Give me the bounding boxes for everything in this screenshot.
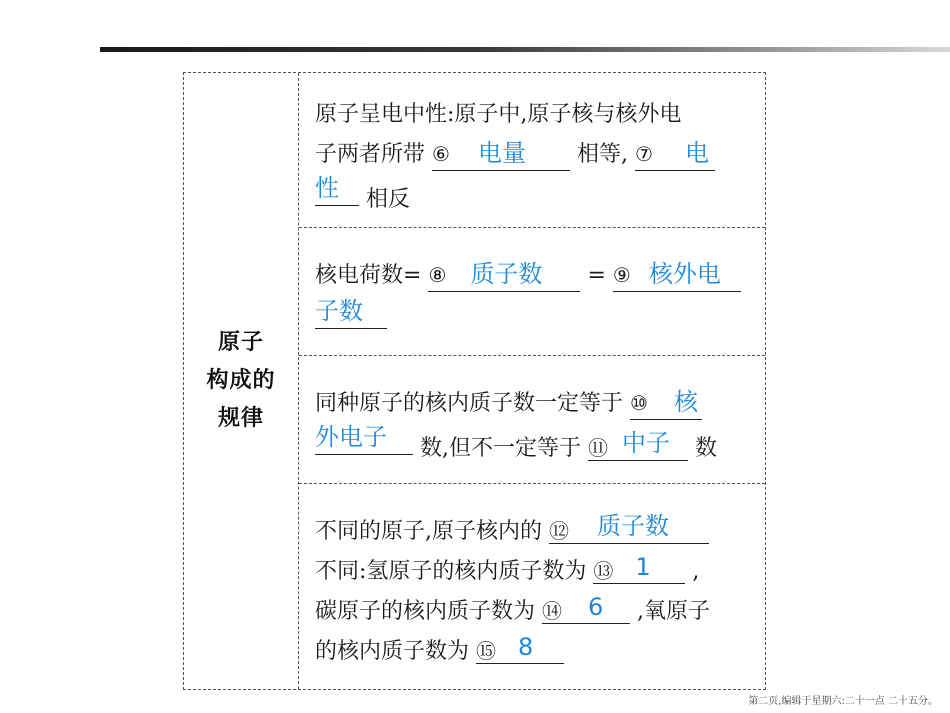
blank-7: ⑦ 电 <box>635 142 715 171</box>
text-line: 不同:氢原子的核内质子数为 ⑬ 1 , <box>315 553 700 584</box>
cell-electric-neutrality <box>299 73 765 228</box>
text-line: 不同的原子,原子核内的 ⑫ 质子数 <box>315 514 709 545</box>
heading-line-1: 原子 <box>217 330 264 355</box>
text-line: 外电子 数,但不一定等于 ⑪ 中子 数 <box>315 426 717 462</box>
cell-same-atom <box>299 356 765 484</box>
heading-line-2: 构成的 <box>206 368 276 393</box>
blank-14: ⑭ 6 <box>542 595 630 624</box>
text-line: 的核内质子数为 ⑮ 8 <box>315 634 564 665</box>
answer-9a: 核外电 <box>648 260 721 288</box>
blank-13: ⑬ 1 <box>593 555 685 584</box>
blank-10: ⑩ 核 <box>630 391 702 420</box>
top-divider-bar <box>100 47 950 52</box>
blank-9-cont <box>315 297 387 329</box>
text-line: 同种原子的核内质子数一定等于 ⑩ 核 <box>315 386 702 420</box>
answer-8: 质子数 <box>470 260 543 288</box>
text-line: 碳原子的核内质子数为 ⑭ 6 ,氧原子 <box>315 593 711 624</box>
blank-8: ⑧ 质子数 <box>428 263 580 292</box>
blank-7-cont <box>315 174 359 206</box>
rule-table <box>183 72 766 690</box>
answer-6: 电量 <box>478 139 527 167</box>
text-line: 原子呈电中性:原子中,原子核与核外电 <box>315 102 682 127</box>
blank-10-cont <box>315 423 413 455</box>
blank-9: ⑨ 核外电 <box>613 263 741 292</box>
answer-10b: 外电子 <box>315 423 387 451</box>
blank-15: ⑮ 8 <box>476 635 564 664</box>
row-heading <box>184 73 299 689</box>
blank-12: ⑫ 质子数 <box>549 515 709 544</box>
answer-7b: 性 <box>315 174 339 202</box>
page-footer: 第二页,编辑于星期六:二十一点 二十五分。 <box>748 696 938 707</box>
text-line: 性 相反 <box>315 177 410 213</box>
answer-15: 8 <box>518 633 534 661</box>
blank-11: ⑪ 中子 <box>588 432 688 461</box>
answer-9b: 子数 <box>315 297 363 325</box>
answer-11: 中子 <box>622 429 670 457</box>
answer-7a: 电 <box>685 139 710 167</box>
cell-nuclear-charge <box>299 228 765 356</box>
text-line <box>315 297 387 335</box>
answer-10a: 核 <box>674 388 699 416</box>
answer-12: 质子数 <box>597 512 669 540</box>
blank-6: ⑥ 电量 <box>432 142 570 171</box>
text-line: 核电荷数= ⑧ 质子数 = ⑨ 核外电 <box>315 258 741 292</box>
cell-different-atoms <box>299 484 765 689</box>
text-line: 子两者所带 ⑥ 电量 相等, ⑦ 电 <box>315 137 715 171</box>
answer-13: 1 <box>635 553 651 581</box>
answer-14: 6 <box>588 593 604 621</box>
heading-line-3: 规律 <box>217 406 264 431</box>
